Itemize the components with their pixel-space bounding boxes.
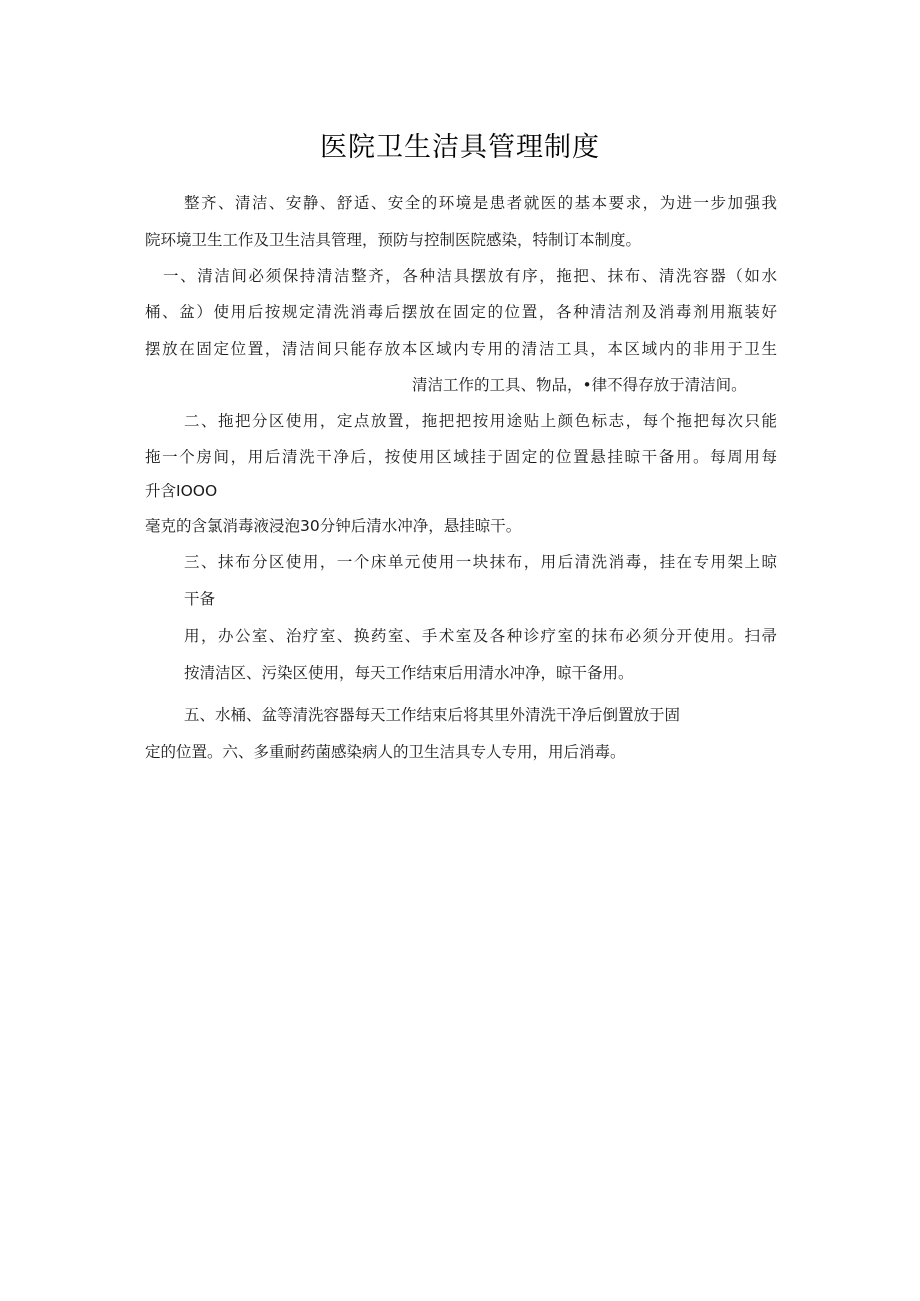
paragraph-line: 用，办公室、治疗室、换药室、手术室及各种诊疗室的抹布必须分开使用。扫帚 <box>184 627 777 645</box>
document-title: 医院卫生洁具管理制度 <box>320 132 600 163</box>
paragraph-line: 定的位置。六、多重耐药菌感染病人的卫生洁具专人专用，用后消毒。 <box>145 743 626 761</box>
paragraph-line: 清洁工作的工具、物品，•律不得存放于清洁间。 <box>412 376 747 394</box>
paragraph-line: 升含IOOO <box>145 482 218 500</box>
paragraph-line: 毫克的含氯消毒液浸泡30分钟后清水冲净，悬挂晾干。 <box>145 517 522 535</box>
paragraph-line: 二、拖把分区使用，定点放置，拖把把按用途贴上颜色标志，每个拖把每次只能 <box>184 412 777 430</box>
paragraph-line: 整齐、清洁、安静、舒适、安全的环境是患者就医的基本要求，为进一步加强我 <box>184 194 777 212</box>
paragraph-line: 一、清洁间必须保持清洁整齐，各种洁具摆放有序，拖把、抹布、清洗容器（如水 <box>163 267 777 285</box>
paragraph-line: 院环境卫生工作及卫生洁具管理，预防与控制医院感染，特制订本制度。 <box>145 231 642 249</box>
paragraph-line: 三、抹布分区使用，一个床单元使用一块抹布，用后清洗消毒，挂在专用架上晾 <box>184 553 777 571</box>
paragraph-line: 干备 <box>184 590 216 608</box>
paragraph-line: 按清洁区、污染区使用，每天工作结束后用清水冲净，晾干备用。 <box>184 664 634 682</box>
paragraph-line: 摆放在固定位置，清洁间只能存放本区域内专用的清洁工具，本区域内的非用于卫生 <box>145 340 777 358</box>
paragraph-line: 拖一个房间，用后清洗干净后，按使用区域挂于固定的位置悬挂晾干备用。每周用每 <box>145 448 777 466</box>
paragraph-line: 桶、盆）使用后按规定清洗消毒后摆放在固定的位置，各种清洁剂及消毒剂用瓶装好 <box>145 303 777 321</box>
paragraph-line: 五、水桶、盆等清洗容器每天工作结束后将其里外清洗干净后倒置放于固 <box>184 706 681 724</box>
